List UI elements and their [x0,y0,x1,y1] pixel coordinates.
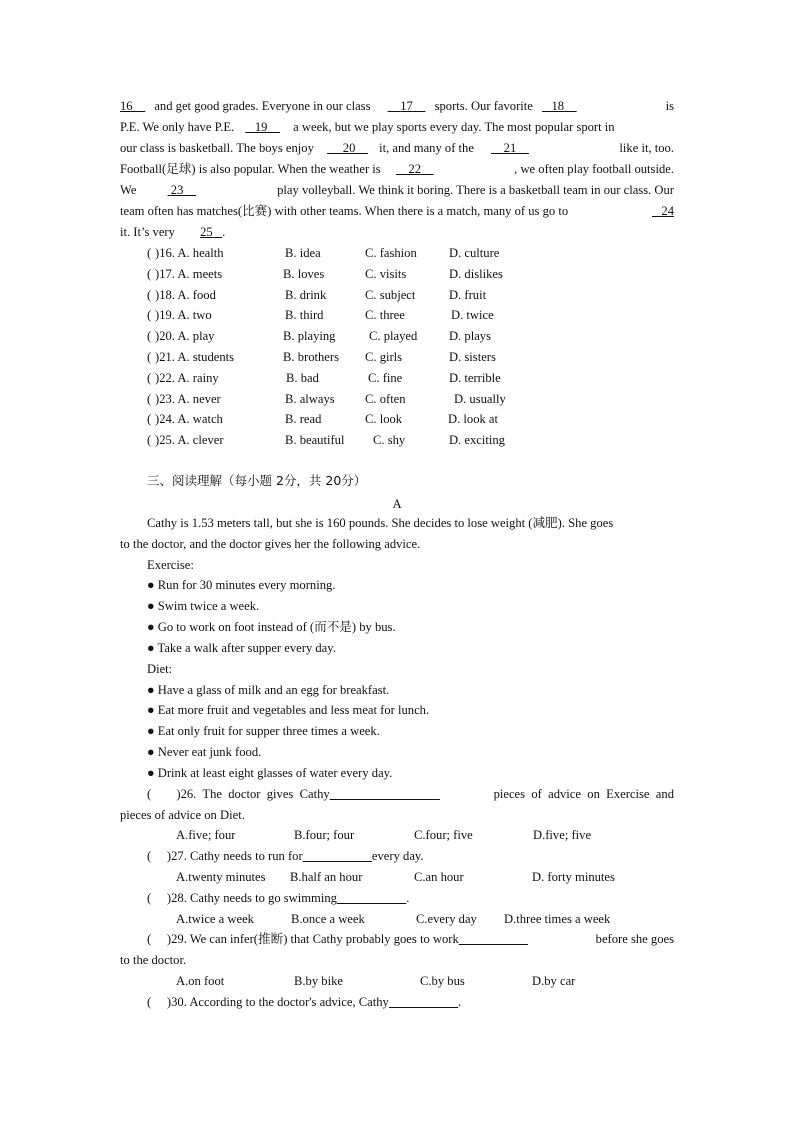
option-a[interactable]: )22. A. rainy [155,370,219,385]
option-a[interactable]: )24. A. watch [155,412,223,427]
option-c[interactable]: C. visits [365,266,407,281]
blank-25: 25 [200,225,213,239]
passage-text: P.E. We only have P.E. [120,120,235,134]
option-b[interactable]: B. drink [285,287,327,302]
option-b[interactable]: B. loves [283,266,325,281]
blank-23: 23 [170,183,184,197]
question-text: every day. [371,849,424,863]
question-text: . [406,891,410,905]
intro-line-2: to the doctor, and the doctor gives her the following advice. [120,537,421,551]
passage-text: . [222,225,226,239]
passage-text: Football(足球) is also popular. When the weather is [120,162,381,176]
passage-text: it. It’s very [120,225,175,239]
option-a[interactable]: )21. A. students [155,350,235,364]
option-d[interactable]: D. usually [454,391,506,406]
option-d[interactable]: D. exciting [449,433,505,448]
option-c[interactable]: C. shy [373,433,406,448]
option-a[interactable]: )17. A. meets [155,266,223,281]
answer-blank[interactable] [330,787,440,801]
passage-text: , we often play football outside. [514,162,674,176]
option-c[interactable]: C.every day [416,912,477,926]
answer-blank[interactable] [303,849,372,863]
answer-blank[interactable] [459,932,528,946]
answer-paren[interactable]: ( [147,350,152,364]
option-d[interactable]: D. forty minutes [532,870,615,884]
answer-blank[interactable] [337,891,406,905]
option-d[interactable]: D. look at [448,412,499,427]
option-d[interactable]: D.by car [532,974,576,988]
option-c[interactable]: C. often [365,391,406,406]
diet-label: Diet: [147,662,173,676]
exercise-label: Exercise: [147,558,194,572]
option-a[interactable]: A.twice a week [176,912,254,926]
option-c[interactable]: C. fine [368,370,403,385]
passage-text: it, and many of the [379,141,474,155]
option-d[interactable]: D. dislikes [449,266,503,281]
option-d[interactable]: D.three times a week [504,912,611,926]
question-text: ( )26. The doctor gives Cathy [147,787,330,801]
intro-line-1: Cathy is 1.53 meters tall, but she is 160 pounds. She decides to lose weight (减肥). She goes [147,516,614,530]
option-d[interactable]: D.five; five [533,828,592,842]
question-text: . [458,995,462,1009]
question-text: ( )28. Cathy needs to go swimming [147,891,337,905]
diet-item: ● Have a glass of milk and an egg for breakfast. [147,683,390,697]
option-d[interactable]: D. terrible [449,370,501,385]
blank-17: 17 [400,99,413,113]
blank-20: 20 [342,141,356,155]
option-c[interactable]: C. subject [365,287,416,302]
option-b[interactable]: B. always [285,391,335,406]
question-29-cont: to the doctor. [120,953,187,967]
option-b[interactable]: B. playing [283,329,336,344]
option-b[interactable]: B. idea [285,246,321,260]
blank-22: 22 [408,162,422,176]
option-d[interactable]: D. plays [449,329,491,344]
option-a[interactable]: A.twenty minutes [176,870,266,884]
question-30 [147,995,701,1009]
diet-item: ● Drink at least eight glasses of water every day. [147,766,393,780]
answer-blank[interactable] [389,995,458,1009]
passage-text: a week, but we play sports every day. The most popular sport in [293,120,615,134]
question-29 [147,932,674,946]
option-c[interactable]: C. girls [365,350,403,364]
option-a[interactable]: )23. A. never [155,391,221,406]
section-heading: 三、阅读理解（每小题 2分，共 20分） [147,473,367,488]
answer-paren[interactable]: ( [147,433,152,448]
option-d[interactable]: D. culture [449,246,500,260]
passage-text: We [120,183,137,197]
passage-text: and get good grades. Everyone in our class [154,99,371,113]
passage-text: like it, too. [619,141,674,155]
question-text: ( )27. Cathy needs to run for [147,849,303,863]
option-b[interactable]: B.once a week [291,912,365,926]
answer-paren[interactable]: ( [147,329,152,344]
option-b[interactable]: B. third [285,308,324,323]
blank-18: 18 [551,99,565,113]
option-b[interactable]: B. bad [286,370,319,385]
passage-text: sports. Our favorite [434,99,533,113]
blank-16: 16 [120,99,133,113]
option-a[interactable]: A.five; four [176,828,236,842]
exercise-item: ● Take a walk after supper every day. [147,641,336,655]
answer-paren[interactable]: ( [147,266,152,281]
blank-21: 21 [503,141,517,155]
answer-paren[interactable]: ( [147,308,152,323]
passage-text: team often has matches(比赛) with other teams. When there is a match, many of us go to [120,204,569,218]
answer-paren[interactable]: ( [147,370,152,385]
option-a[interactable]: A.on foot [176,974,225,988]
option-a[interactable]: )16. A. health [155,246,224,260]
passage-line-7 [120,225,674,239]
option-b[interactable]: B.four; four [294,828,355,842]
answer-paren[interactable]: ( [147,246,152,260]
diet-item: ● Never eat junk food. [147,745,262,759]
passage-text: is [665,99,674,113]
option-c[interactable]: C.an hour [414,870,464,884]
question-text: ( )29. We can infer(推断) that Cathy probably goes to work [147,932,459,946]
option-a[interactable]: )25. A. clever [155,433,224,448]
option-c[interactable]: C. three [365,308,405,323]
option-b[interactable]: B.by bike [294,974,343,988]
passage-line-1 [120,99,674,113]
passage-text: play volleyball. We think it boring. There is a basketball team in our class. Our [277,183,674,197]
question-28 [147,891,701,905]
option-c[interactable]: C. played [369,329,418,344]
exercise-item: ● Swim twice a week. [147,599,260,613]
option-b[interactable]: B.half an hour [290,870,363,884]
exercise-item: ● Go to work on foot instead of (而不是) by bus. [147,620,396,634]
diet-item: ● Eat more fruit and vegetables and less meat for lunch. [147,703,430,717]
passage-title: A [392,497,402,511]
question-text: before she goes [595,932,674,946]
option-a[interactable]: )18. A. food [155,287,216,302]
option-b[interactable]: B. read [285,412,322,427]
passage-line-3 [120,141,674,155]
option-a[interactable]: )20. A. play [155,329,215,344]
passage-text: our class is basketball. The boys enjoy [120,141,314,155]
option-a[interactable]: )19. A. two [155,308,212,323]
answer-paren[interactable]: ( [147,391,152,406]
question-text: pieces of advice on Exercise and [493,787,674,801]
question-text: ( )30. According to the doctor's advice, Cathy [147,995,389,1009]
option-c[interactable]: C.by bus [420,974,465,988]
passage-line-5 [120,183,674,197]
answer-paren[interactable]: ( [147,287,152,302]
diet-item: ● Eat only fruit for supper three times a week. [147,724,380,738]
passage-line-6 [120,204,674,218]
passage-line-4 [120,162,674,176]
question-27 [147,849,701,863]
question-26 [147,787,674,801]
option-b[interactable]: B. brothers [283,350,339,364]
question-26-cont: pieces of advice on Diet. [120,808,245,822]
option-b[interactable]: B. beautiful [285,433,345,448]
option-d[interactable]: D. twice [451,308,494,323]
option-c[interactable]: C.four; five [414,828,473,842]
blank-19: 19 [254,120,268,134]
exercise-item: ● Run for 30 minutes every morning. [147,578,336,592]
passage-line-2 [120,120,674,134]
option-c[interactable]: C. fashion [365,246,417,260]
option-d[interactable]: D. sisters [449,350,496,364]
blank-24: 24 [661,204,674,218]
answer-paren[interactable]: ( [147,412,152,427]
option-d[interactable]: D. fruit [449,287,487,302]
option-c[interactable]: C. look [365,412,403,427]
